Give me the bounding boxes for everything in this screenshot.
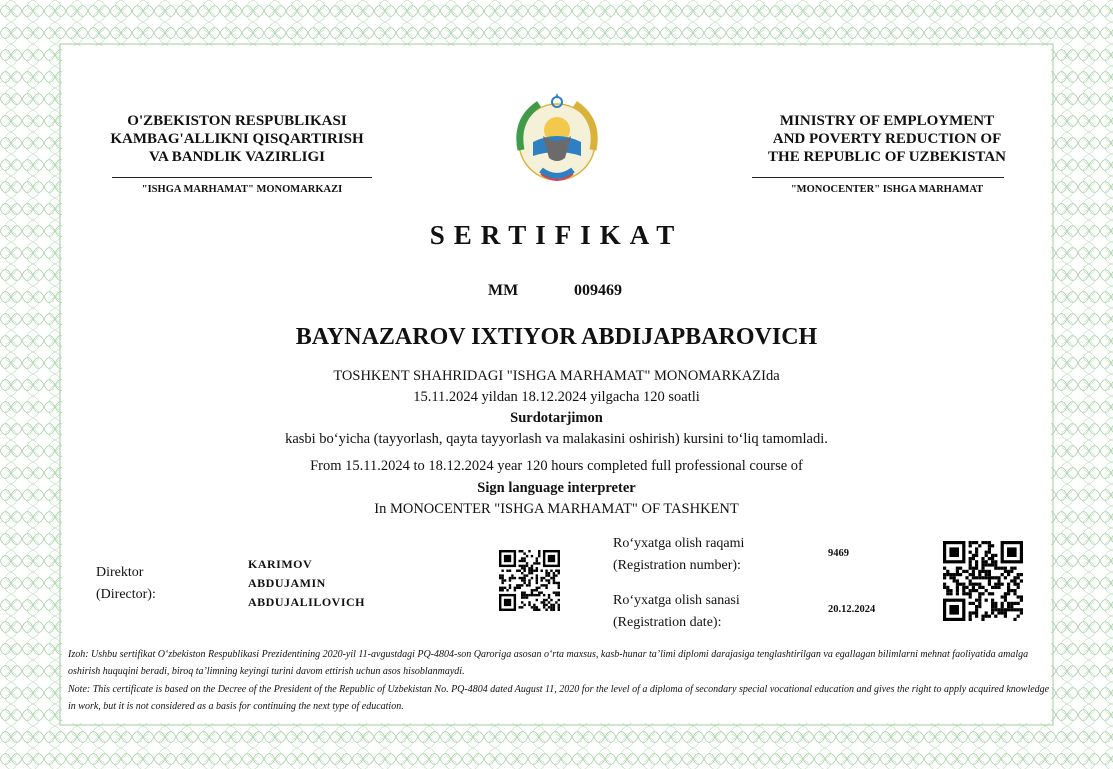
en-line-1: From 15.11.2024 to 18.12.2024 year 120 hours completed full professional course of [310, 458, 803, 474]
reg-number-label-en: (Registration number): [613, 558, 741, 573]
uz-line-2: 15.11.2024 yildan 18.12.2024 yilgacha 120 soatli [413, 389, 700, 405]
state-emblem-icon [505, 90, 610, 190]
header-right [742, 112, 1032, 166]
header-right-subtitle: "MONOCENTER" ISHGA MARHAMAT [790, 184, 984, 195]
reg-date-label-en: (Registration date): [613, 615, 722, 630]
header-left-line: VA BANDLIK VAZIRLIGI [149, 149, 325, 165]
en-profession: Sign language interpreter [477, 480, 636, 496]
serial-number: 009469 [574, 282, 622, 299]
note-uz: Izoh: Ushbu sertifikat O‘zbekiston Respublikasi Prezidentining 2020-yil 11-avgustdagi PQ-4804-son Qaroriga asosan o‘rta maxsus, kasb-hunar ta’limi diplomi darajasiga tenglashtirilgan va egallagan bilimlarni mehnat faoliyatida amalga oshirish huquqini beradi, biroq ta’limning keyingi turini davom ettirish uchun asos hisoblanmaydi. [68, 649, 1029, 677]
uz-line-3: kasbi bo‘yicha (tayyorlash, qayta tayyorlash va malakasini oshirish) kursini to‘liq tamomladi. [285, 431, 828, 447]
holder-name: BAYNAZAROV IXTIYOR ABDIJAPBAROVICH [295, 324, 818, 350]
header-left [92, 112, 382, 166]
header-right-line: THE REPUBLIC OF UZBEKISTAN [768, 149, 1006, 165]
header-right-line: AND POVERTY REDUCTION OF [772, 131, 1002, 147]
director-name-line: ABDUJAMIN [248, 576, 326, 590]
reg-date-value: 20.12.2024 [828, 604, 876, 615]
certificate-title: SERTIFIKAT [429, 220, 684, 250]
header-right-line: MINISTRY OF EMPLOYMENT [779, 113, 995, 129]
reg-number-value: 9469 [828, 548, 849, 559]
qr-code-icon [499, 550, 560, 611]
note-en: Note: This certificate is based on the Decree of the President of the Republic of Uzbekistan No. PQ-4804 dated August 11, 2020 for the level of a diploma of secondary special vocational education and gives the right to apply acquired knowledge in work, but it is not considered as a basis for continuing the next type of education. [68, 684, 1050, 712]
serial-series: MM [488, 282, 519, 299]
uz-profession: Surdotarjimon [510, 410, 603, 426]
header-left-rule [112, 177, 372, 178]
director-label-en: (Director): [96, 587, 156, 602]
uz-line-1: TOSHKENT SHAHRIDAGI "ISHGA MARHAMAT" MONOMARKAZIda [333, 368, 780, 384]
director-name-line: ABDUJALILOVICH [248, 595, 366, 609]
qr-code-icon [943, 541, 1023, 621]
director-label-uz: Direktor [96, 565, 144, 580]
header-left-line: O'ZBEKISTON RESPUBLIKASI [127, 113, 347, 129]
header-right-rule [752, 177, 1004, 178]
header-left-line: KAMBAG'ALLIKNI QISQARTIRISH [110, 131, 364, 147]
en-line-2: In MONOCENTER "ISHGA MARHAMAT" OF TASHKENT [374, 501, 739, 517]
director-name-line: KARIMOV [248, 557, 313, 571]
reg-number-label-uz: Ro‘yxatga olish raqami [613, 536, 745, 551]
reg-date-label-uz: Ro‘yxatga olish sanasi [613, 593, 740, 608]
header-left-subtitle: "ISHGA MARHAMAT" MONOMARKAZI [141, 184, 343, 195]
